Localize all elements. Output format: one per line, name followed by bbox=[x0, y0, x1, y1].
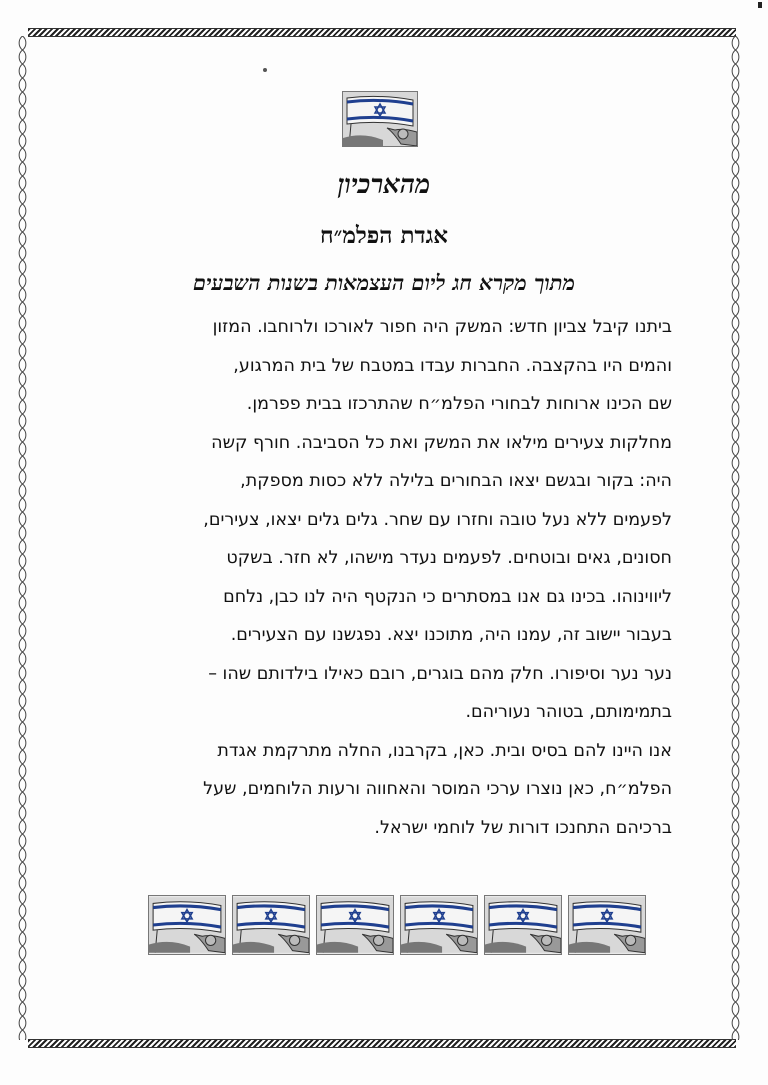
heading-archive: מהארכיון bbox=[337, 170, 431, 200]
israeli-flag-icon bbox=[342, 91, 418, 147]
text-line: הפלמ״ח, כאן נוצרו ערכי המוסר והאחווה ורעות הלוחמים, שעל bbox=[203, 779, 672, 799]
text-line: והמים היו בהקצבה. החברות עבדו במטבח של בית המרגוע, bbox=[233, 355, 672, 376]
text-line: מחלקות צעירים מילאו את המשק ואת כל הסביבה. חורף קשה bbox=[211, 432, 672, 453]
text-line: חסונים, גאים ובוטחים. לפעמים נעדר מישהו, לא חזר. בשקט bbox=[226, 548, 672, 568]
text-line: בעבור יישוב זה, עמנו היה, מתוכנו יצא. נפגשנו עם הצעירים. bbox=[230, 625, 672, 645]
text-line: ליווינוהו. בכינו גם אנו במסתרים כי הנקטף היה לנו כבן, נלחם bbox=[223, 586, 672, 607]
heading-source: מתוך מקרא חג ליום העצמאות בשנות השבעים bbox=[192, 270, 576, 295]
israeli-flag-icon bbox=[400, 895, 478, 955]
text-line: בתמימותם, בטוהר נעוריהם. bbox=[465, 702, 672, 722]
text-line: ברכיהם התחנכו דורות של לוחמי ישראל. bbox=[374, 817, 672, 838]
israeli-flag-icon bbox=[484, 895, 562, 955]
flag-strip bbox=[148, 895, 644, 953]
scan-mark bbox=[758, 2, 762, 8]
israeli-flag-icon bbox=[568, 895, 646, 955]
decorative-border-bottom bbox=[28, 1039, 736, 1048]
text-line: לפעמים ללא נעל טובה וחזרו עם שחר. גלים גלים יצאו, צעירים, bbox=[203, 509, 672, 530]
text-line: אנו היינו להם בסיס ובית. כאן, בקרבנו, החלה מתרקמת אגדת bbox=[217, 740, 672, 761]
text-line: שם הכינו ארוחות לבחורי הפלמ״ח שהתרכזו בבית פפרמן. bbox=[246, 394, 672, 414]
text-line: נער נער וסיפורו. חלק מהם בוגרים, רובם כאילו בילדותם שהו – bbox=[208, 663, 672, 684]
body-text bbox=[92, 308, 672, 847]
israeli-flag-icon bbox=[148, 895, 226, 955]
decorative-border-top bbox=[28, 28, 736, 37]
israeli-flag-icon bbox=[232, 895, 310, 955]
israeli-flag-icon bbox=[316, 895, 394, 955]
text-line: היה: בקור ובגשם יצאו הבחורים בלילה ללא כסות מספקת, bbox=[240, 471, 672, 491]
scan-speck bbox=[263, 68, 267, 72]
text-line: ביתנו קיבל צביון חדש: המשק היה חפור לאורכו ולרוחבו. המזון bbox=[212, 317, 672, 337]
heading-palmach-legend: אגדת הפלמ״ח bbox=[320, 222, 448, 249]
